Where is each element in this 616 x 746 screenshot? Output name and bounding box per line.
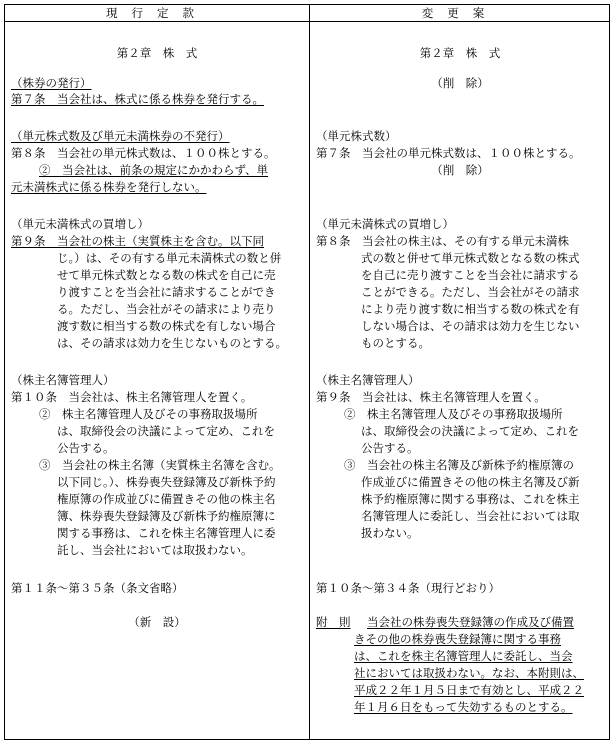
left-art10-line: ③ 当会社の株主名簿（実質株主名簿を含む。 [39,458,281,472]
right-art9-line: ③ 当会社の株主名簿及び新株予約権原簿の [344,458,574,472]
right-art7-heading: （単元株式数） [316,129,397,143]
right-art8-line: 第８条 当会社の株主は、その有する単元未満株 [316,234,569,248]
left-art9-heading: （単元未満株式の買増し） [11,217,149,231]
right-supplementary-heading: 附 則 [316,615,351,629]
left-art10-line: 権原簿の作成並びに備置きその他の株主名 [57,492,276,506]
right-art9-line: 作成並びに備置きその他の株主名簿及び新 [361,475,580,489]
right-supplementary-line: 社においては取扱わない。なお、本附則は、 [354,666,584,680]
left-art9-line: 第９条 当会社の株主（実質株主を含む。以下同 [11,234,264,248]
left-art10-line: 第１０条 当会社は、株主名簿管理人を置く。 [11,390,253,404]
right-art9-line: ② 株主名簿管理人及びその事務取扱場所 [344,407,563,421]
right-art8-line: しない場合は、その請求は効力を生じない [361,319,580,333]
right-supplementary-line: は、これを株主名簿管理人に委託し、当会 [354,649,573,663]
right-deleted-marker: （削 除） [431,76,489,90]
left-art8-line: 元未満株式に係る株券を発行しない。 [11,180,207,194]
left-art8-line: ② 当会社は、前条の規定にかかわらず、単 [39,163,269,177]
right-supplementary-line: 平成２２年１月５日まで有効とし、平成２２ [354,683,584,697]
left-art8-heading: （単元株式数及び単元未満株券の不発行） [11,129,230,143]
right-art7-line: 第７条 当会社の単元株式数は、１００株とする。 [316,146,581,160]
left-art9-line: 渡す数に相当する数の株式を有しない場合 [57,319,276,333]
right-art8-line: ことができる。ただし、当会社がその請求 [361,285,580,299]
left-art10-heading: （株主名簿管理人） [11,373,115,387]
left-art10-line: 以下同じ。）、株券喪失登録簿及び新株予約 [57,475,276,489]
left-art8-line: 第８条 当会社の単元株式数は、１００株とする。 [11,146,276,160]
header-divider [5,21,609,22]
comparison-table [4,4,610,740]
right-art8-line: 式の数と併せて単元株式数となる数の株式 [361,251,580,265]
left-art9-line: せて単元株式数となる数の株式を自己に売 [57,268,276,282]
left-art9-line: は、その請求は効力を生じないものとする。 [57,336,287,350]
right-supplementary-line: きその他の株券喪失登録簿に関する事務 [354,632,561,646]
left-art9-line: る。ただし、当会社がその請求により売り [57,302,276,316]
right-deleted-marker: （削 除） [431,163,489,177]
left-range-text: 第１１条～第３５条（条文省略） [11,581,184,595]
right-art9-heading: （株主名簿管理人） [316,373,420,387]
right-art9-line: 第９条 当会社は、株主名簿管理人を置く。 [316,390,546,404]
left-art7-heading: （株券の発行） [11,76,92,90]
left-art10-line: ② 株主名簿管理人及びその事務取扱場所 [39,407,258,421]
right-range-text: 第１０条～第３４条（現行どおり） [316,581,500,595]
left-art10-line: 託し、当会社においては取扱わない。 [57,543,253,557]
right-art9-line: 名簿管理人に委託し、当会社においては取 [361,509,580,523]
left-art9-line: り渡すことを当会社に請求することができ [57,285,276,299]
right-art9-line: は、取締役会の決議によって定め、これを [361,424,580,438]
right-art9-line: 扱わない。 [361,526,419,540]
right-art9-line: 株予約権原簿に関する事務は、これを株主 [361,492,580,506]
header-proposed: 変更案 [421,6,499,20]
left-art10-line: 簿、株券喪失登録簿及び新株予約権原簿に [57,509,276,523]
left-art10-line: は、取締役会の決議によって定め、これを [57,424,276,438]
right-art8-heading: （単元未満株式の買増し） [316,217,454,231]
left-art7-text: 第７条 当会社は、株式に係る株券を発行する。 [11,92,264,106]
right-supplementary-line: 当会社の株券喪失登録簿の作成及び備置 [367,615,574,629]
right-supplementary-line: 年１月６日をもって失効するものとする。 [354,700,573,714]
right-chapter-title: 第２章 株 式 [419,46,501,60]
right-art8-line: により売り渡す数に相当する数の株式を有 [361,302,580,316]
left-art10-line: 関する事務は、これを株主名簿管理人に委 [57,526,276,540]
header-current: 現行定款 [106,6,208,20]
left-art9-line: じ。）は、その有する単元未満株式の数と併 [57,251,282,265]
right-art8-line: を自己に売り渡すことを当会社に請求する [361,268,580,282]
left-new-marker: （新 設） [128,615,186,629]
column-divider [309,5,310,739]
left-art10-line: 公告する。 [57,441,115,455]
left-chapter-title: 第２章 株 式 [116,46,198,60]
right-art9-line: 公告する。 [361,441,419,455]
right-art8-line: ものとする。 [361,336,430,350]
